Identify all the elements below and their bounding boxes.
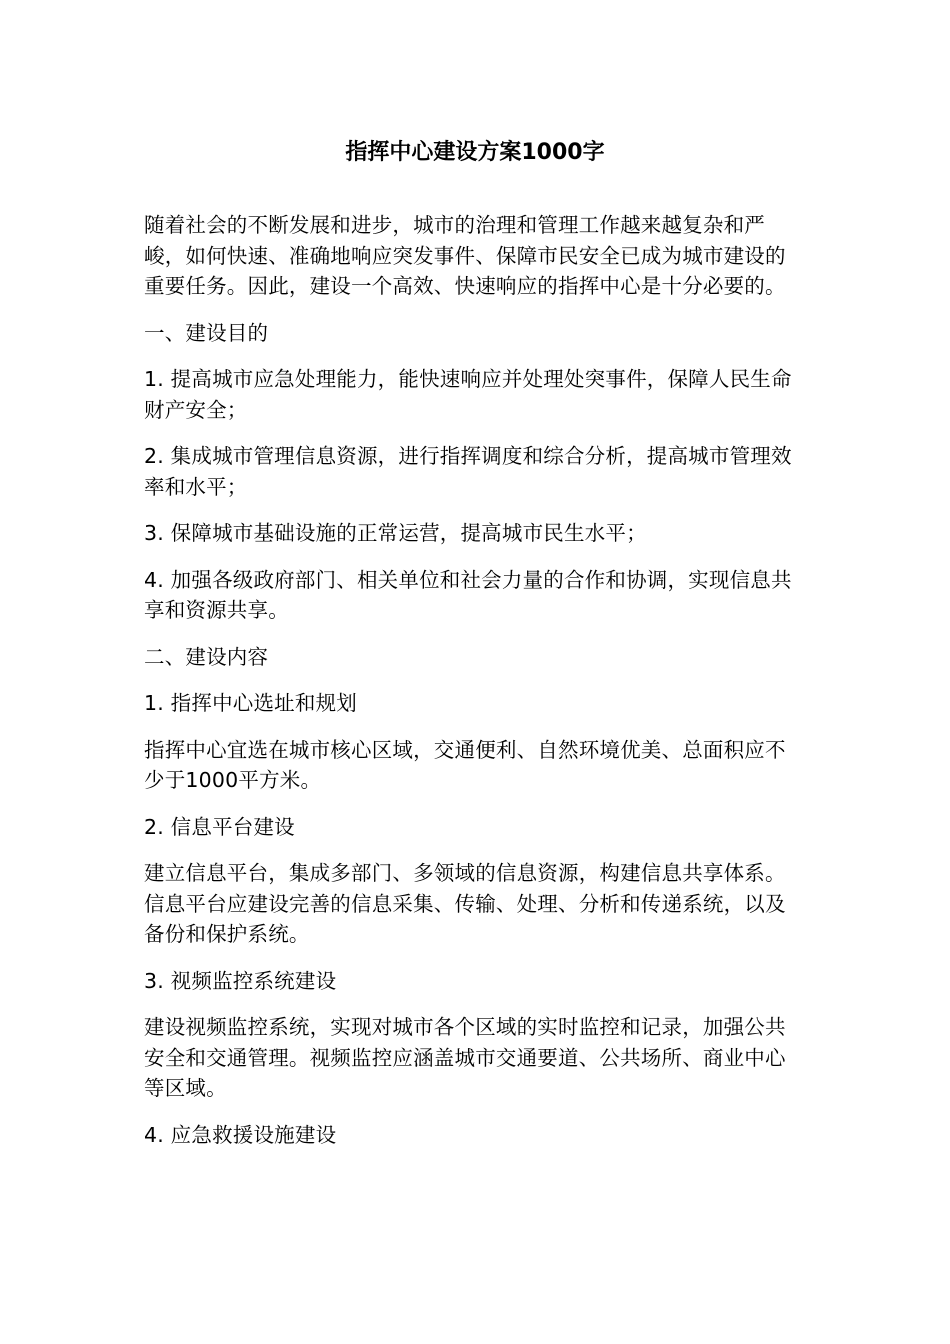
list-item: 3. 保障城市基础设施的正常运营，提高城市民生水平； bbox=[144, 521, 647, 545]
document-title: 指挥中心建设方案1000字 bbox=[345, 140, 605, 165]
intro-paragraph: 随着社会的不断发展和进步，城市的治理和管理工作越来越复杂和严峻，如何快速、准确地响应突发事件、保障市民安全已成为城市建设的重要任务。因此，建设一个高效、快速响应的指挥中心是十分必要的。 bbox=[144, 213, 786, 298]
paragraph: 建设视频监控系统，实现对城市各个区域的实时监控和记录，加强公共安全和交通管理。视频监控应涵盖城市交通要道、公共场所、商业中心等区域。 bbox=[144, 1015, 786, 1100]
paragraph: 建立信息平台，集成多部门、多领域的信息资源，构建信息共享体系。信息平台应建设完善的信息采集、传输、处理、分析和传递系统，以及备份和保护系统。 bbox=[144, 861, 786, 946]
subsection-heading: 3. 视频监控系统建设 bbox=[144, 968, 337, 993]
document-body bbox=[144, 210, 804, 1166]
subsection-heading: 4. 应急救援设施建设 bbox=[144, 1122, 337, 1147]
subsection-heading: 1. 指挥中心选址和规划 bbox=[144, 691, 357, 715]
list-item: 2. 集成城市管理信息资源，进行指挥调度和综合分析，提高城市管理效率和水平； bbox=[144, 444, 792, 499]
section-heading-purpose: 一、建设目的 bbox=[144, 320, 269, 345]
list-item: 1. 提高城市应急处理能力，能快速响应并处理处突事件，保障人民生命财产安全； bbox=[144, 367, 792, 422]
subsection-heading: 2. 信息平台建设 bbox=[144, 814, 295, 839]
list-item: 4. 加强各级政府部门、相关单位和社会力量的合作和协调，实现信息共享和资源共享。 bbox=[144, 567, 792, 622]
paragraph: 指挥中心宜选在城市核心区域，交通便利、自然环境优美、总面积应不少于1000平方米。 bbox=[144, 737, 786, 792]
section-heading-content: 二、建设内容 bbox=[144, 644, 269, 669]
